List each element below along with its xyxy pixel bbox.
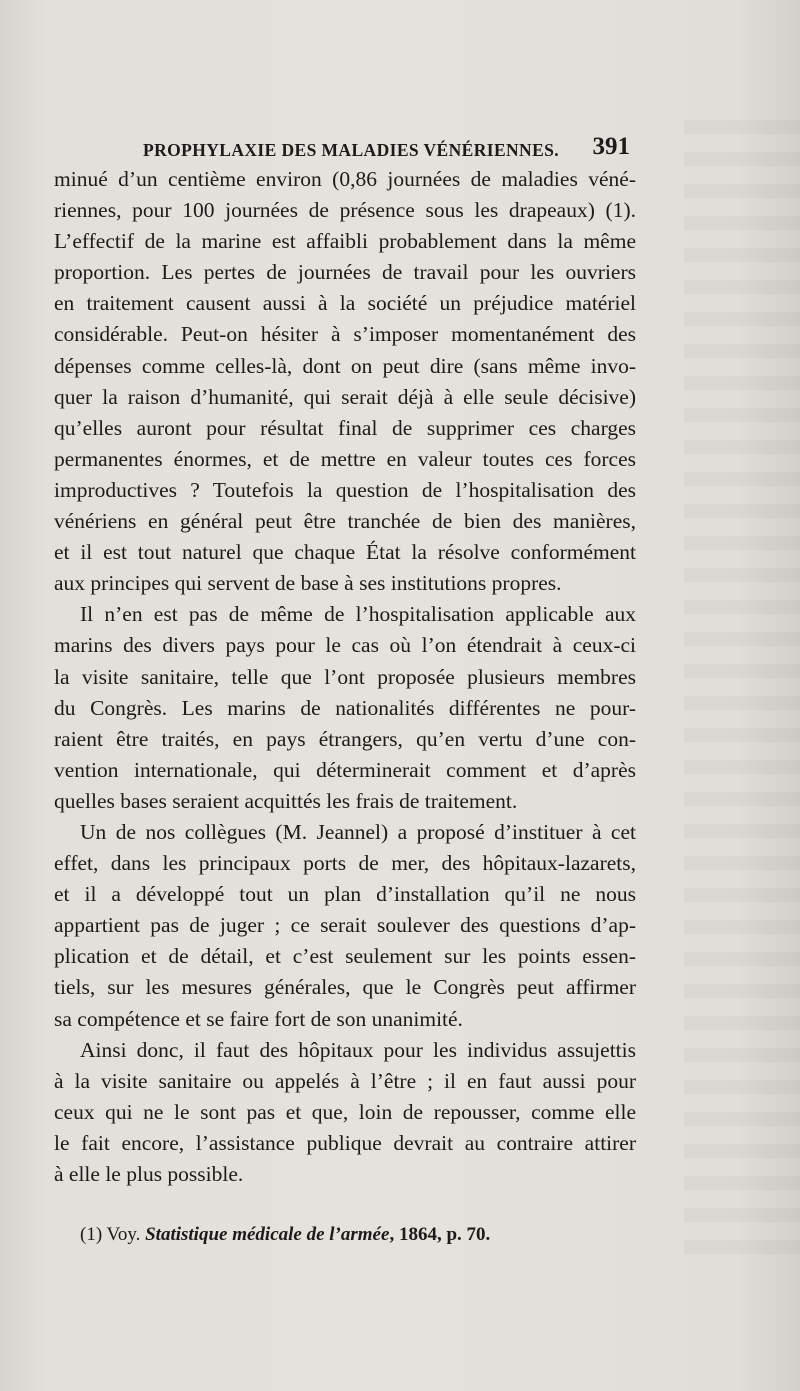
text-line: riennes, pour 100 journées de présence sous les drapeaux) (1). — [54, 198, 636, 223]
text-line: en traitement causent aussi à la société un préjudice matériel — [54, 291, 636, 316]
text-line: raient être traités, en pays étrangers, qu’en vertu d’une con- — [54, 726, 636, 751]
text-line: Un de nos collègues (M. Jeannel) a proposé d’instituer à cet — [80, 819, 636, 844]
text-line: quelles bases seraient acquittés les frais de traitement. — [54, 788, 518, 813]
text-line: proportion. Les pertes de journées de travail pour les ouvriers — [54, 260, 636, 285]
text-line: vention internationale, qui déterminerait comment et d’après — [54, 757, 636, 782]
text-line: marins des divers pays pour le cas où l’on étendrait à ceux-ci — [54, 633, 636, 658]
text-line: Ainsi donc, il faut des hôpitaux pour les individus assujettis — [80, 1037, 636, 1062]
text-line: appartient pas de juger ; ce serait soulever des questions d’ap- — [54, 913, 636, 938]
page-number: 391 — [592, 133, 630, 160]
footnote-title: Statistique médicale de l’armée — [145, 1224, 390, 1245]
text-line: improductives ? Toutefois la question de l’hospitalisation des — [54, 477, 636, 502]
text-line: plication et de détail, et c’est seulement sur les points essen- — [54, 944, 636, 969]
text-line: le fait encore, l’assistance publique devrait au contraire attirer — [54, 1130, 636, 1155]
text-line: et il est tout naturel que chaque État la résolve conformément — [54, 540, 636, 565]
text-line: permanentes énormes, et de mettre en valeur toutes ces forces — [54, 446, 636, 471]
show-through-texture — [684, 120, 800, 1270]
text-line: et il a développé tout un plan d’installation qu’il ne nous — [54, 882, 636, 907]
text-line: Il n’en est pas de même de l’hospitalisation applicable aux — [80, 602, 636, 627]
text-line: la visite sanitaire, telle que l’ont proposée plusieurs membres — [54, 664, 636, 689]
body-text — [54, 164, 636, 1190]
text-line: sa compétence et se faire fort de son unanimité. — [54, 1006, 463, 1031]
text-line: à elle le plus possible. — [54, 1162, 244, 1186]
text-line: L’effectif de la marine est affaibli probablement dans la même — [54, 229, 636, 254]
text-line: quer la raison d’humanité, qui serait déjà à elle seule décisive) — [54, 384, 636, 409]
footnote-rest: , 1864, p. 70. — [389, 1224, 491, 1245]
text-line: tiels, sur les mesures générales, que le Congrès peut affirmer — [54, 975, 636, 1000]
footnote — [80, 1221, 620, 1249]
running-title: PROPHYLAXIE DES MALADIES VÉNÉRIENNES. — [143, 140, 560, 160]
text-line: à la visite sanitaire ou appelés à l’être ; il en faut aussi pour — [54, 1068, 636, 1093]
text-line: aux principes qui servent de base à ses institutions propres. — [54, 571, 562, 596]
text-line: qu’elles auront pour résultat final de supprimer ces charges — [54, 415, 636, 440]
text-line: vénériens en général peut être tranchée de bien des manières, — [54, 509, 636, 534]
text-line: ceux qui ne le sont pas et que, loin de repousser, comme elle — [54, 1099, 636, 1124]
footnote-prefix: (1) Voy. — [80, 1224, 146, 1245]
text-line: du Congrès. Les marins de nationalités différentes ne pour- — [54, 695, 636, 720]
text-line: dépenses comme celles-là, dont on peut dire (sans même invo- — [54, 353, 636, 378]
page-header — [143, 131, 630, 163]
text-line: considérable. Peut-on hésiter à s’imposer momentanément des — [54, 322, 636, 347]
text-line: effet, dans les principaux ports de mer, des hôpitaux-lazarets, — [54, 851, 636, 876]
text-line: minué d’un centième environ (0,86 journées de maladies véné- — [54, 167, 636, 191]
